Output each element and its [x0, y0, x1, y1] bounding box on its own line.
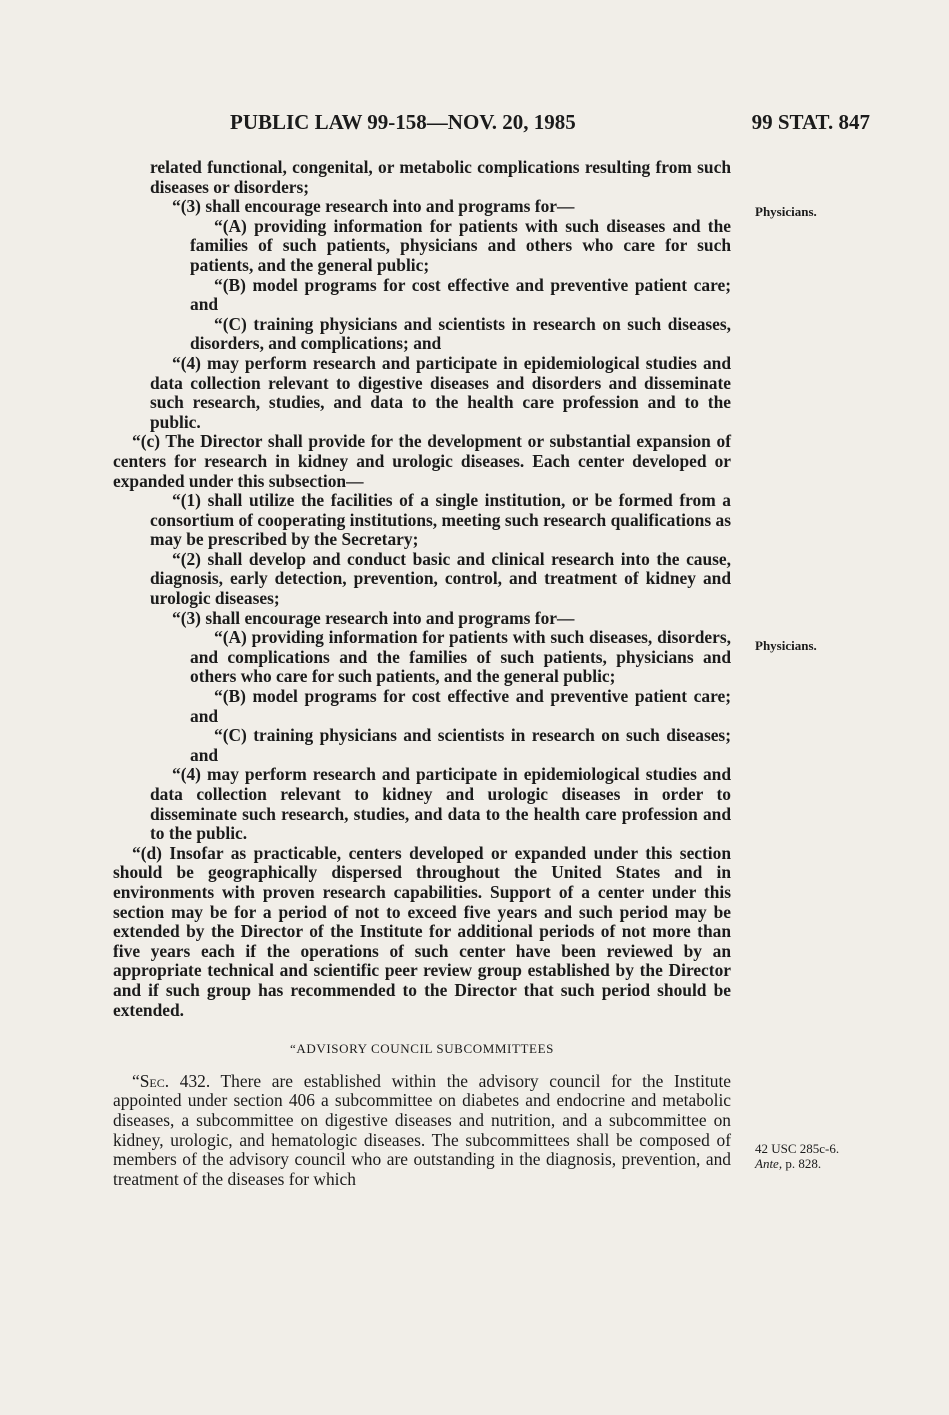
margin-note-ante-label: Ante,: [755, 1156, 783, 1171]
paragraph: “(B) model programs for cost effective and preventive patient care; and: [190, 274, 731, 315]
paragraph: “(1) shall utilize the facilities of a single institution, or be formed from a consortium of cooperating institutions, meeting such research qualifications as may be prescribed by the Secretary;: [150, 490, 731, 550]
section-heading: “ADVISORY COUNCIL SUBCOMMITTEES: [290, 1041, 554, 1057]
section-paragraph: [113, 1072, 731, 1190]
paragraph: “(2) shall develop and conduct basic and clinical research into the cause, diagnosis, early detection, prevention, control, and treatment of kidney and urologic diseases;: [150, 548, 731, 609]
paragraph: related functional, congenital, or metabolic complications resulting from such diseases or disorders;: [150, 157, 731, 197]
body-text: [113, 158, 731, 1189]
paragraph: “(B) model programs for cost effective and preventive patient care; and: [190, 686, 731, 726]
paragraph: “(C) training physicians and scientists in research on such diseases; and: [190, 725, 731, 765]
section-text: 432. There are established within the advisory council for the Institute appointed under section 406 a subcommittee on diabetes and endocrine and metabolic diseases, a subcommittee on digestive diseases and nutrition, and a subcommittee on kidney, urologic, and hematologic diseases. The subcommittees shall be composed of members of the advisory council who are outstanding in the diagnosis, prevention, and treatment of the diseases for which: [113, 1070, 731, 1189]
margin-note-ante: [755, 1156, 839, 1171]
margin-note-physicians: Physicians.: [755, 204, 817, 219]
paragraph: “(A) providing information for patients with such diseases, disorders, and complications and the families of such patients, physicians and others who care for such patients, and the general public;: [190, 627, 731, 687]
page-title: PUBLIC LAW 99-158—NOV. 20, 1985: [230, 110, 576, 134]
page-header: [110, 110, 870, 140]
paragraph: “(3) shall encourage research into and programs for—: [172, 607, 575, 628]
statute-page-number: 99 STAT. 847: [751, 110, 870, 134]
margin-note-physicians: Physicians.: [755, 638, 817, 653]
paragraph: “(4) may perform research and participate in epidemiological studies and data collection relevant to kidney and urologic diseases in order to disseminate such research, studies, and data to the health care profession and to the public.: [150, 764, 731, 844]
margin-note-citation: [755, 1141, 839, 1171]
margin-note-ante-page: p. 828.: [782, 1156, 822, 1171]
paragraph: “(c) The Director shall provide for the development or substantial expansion of centers for research in kidney and urologic diseases. Each center developed or expanded under this subsection—: [113, 431, 731, 491]
paragraph: “(A) providing information for patients with such diseases and the families of such patients, physicians and others who care for such patients, and the general public;: [190, 215, 731, 275]
paragraph: “(4) may perform research and participate in epidemiological studies and data collection relevant to digestive diseases and disorders and disseminate such research, studies, and data to the health care profession and to the public.: [150, 352, 731, 432]
paragraph: “(3) shall encourage research into and programs for—: [172, 196, 575, 217]
paragraph: “(d) Insofar as practicable, centers developed or expanded under this section should be geographically dispersed throughout the United States and in environments with proven research capabilities. Support of a center under this section may be for a period of not to exceed five years and such period may be extended by the Director of the Institute for additional periods of not more than five years each if the operations of such center have been reviewed by an appropriate technical and scientific peer review group established by the Director and if such group has recommended to the Director that such period should be extended.: [113, 842, 731, 1020]
paragraph: “(C) training physicians and scientists in research on such diseases, disorders, and complications; and: [190, 313, 731, 354]
section-label: “Sec.: [132, 1070, 170, 1091]
margin-note-usc: 42 USC 285c-6.: [755, 1141, 840, 1156]
